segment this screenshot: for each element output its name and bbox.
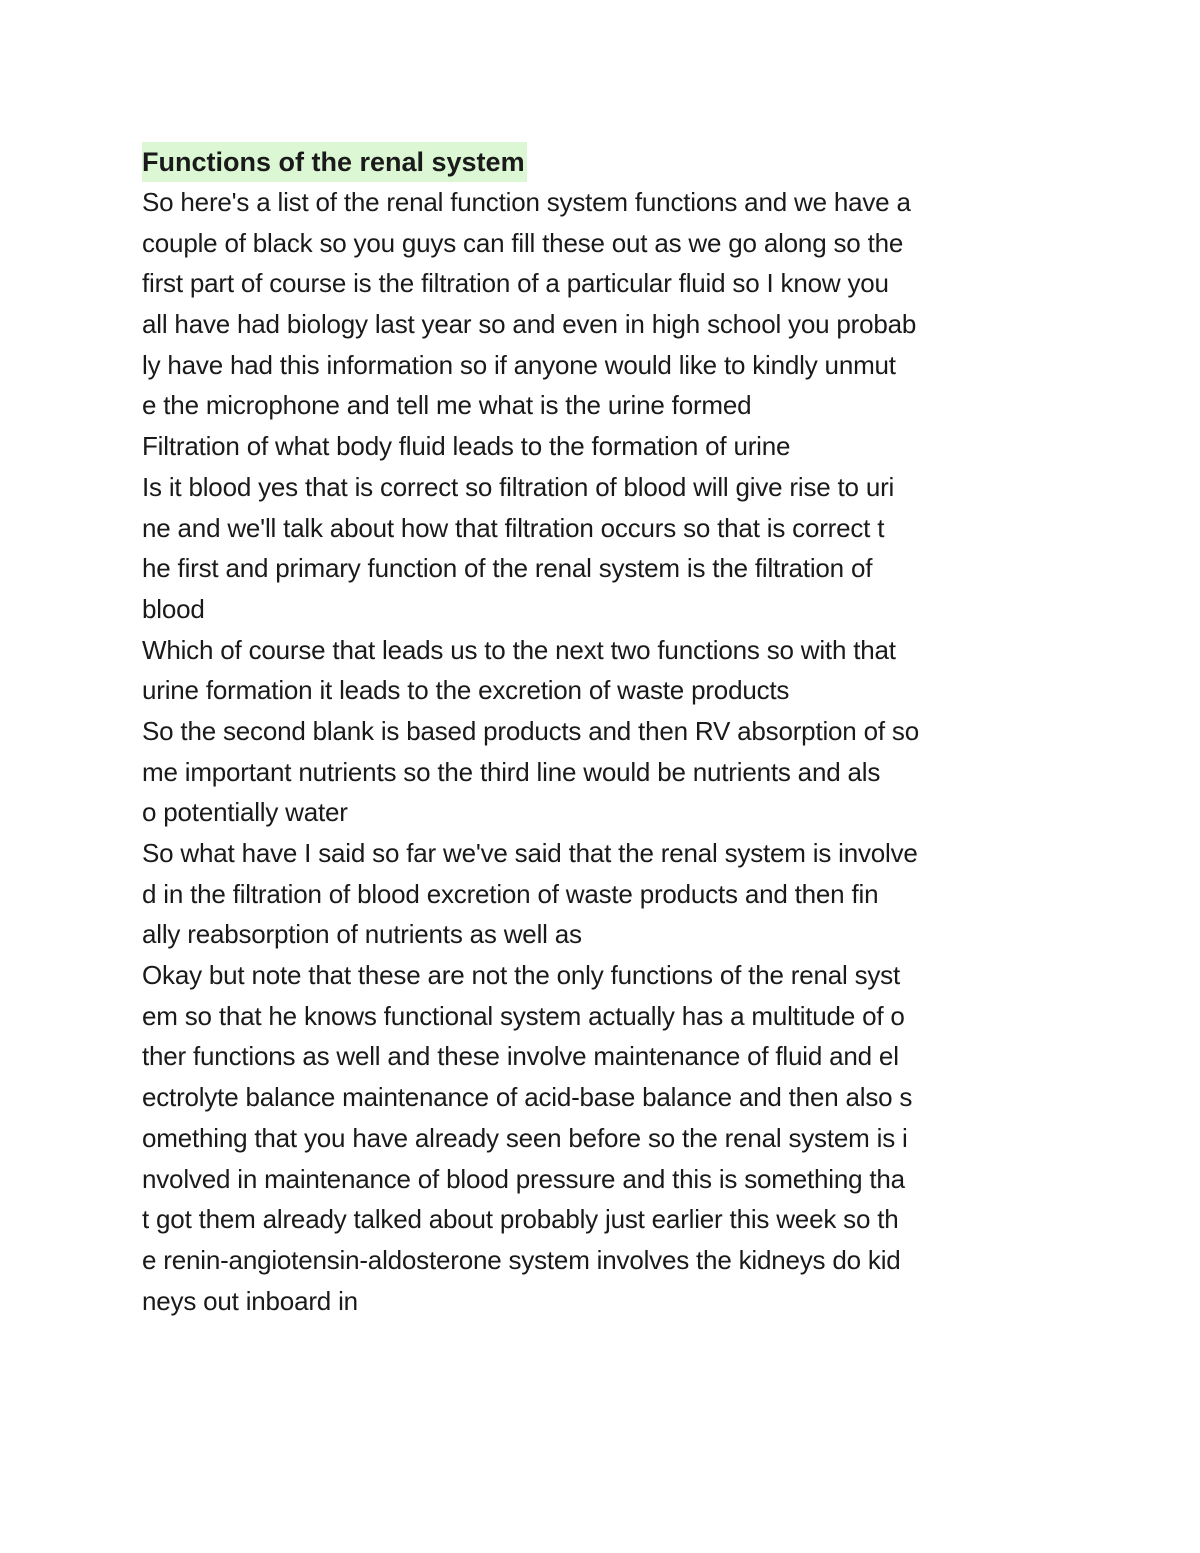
text-line: he first and primary function of the renal system is the filtration of	[142, 553, 873, 584]
text-line: omething that you have already seen before so the renal system is i	[142, 1122, 908, 1153]
text-line: Filtration of what body fluid leads to the formation of urine	[142, 431, 791, 462]
document-body	[142, 142, 1072, 1321]
text-line: me important nutrients so the third line would be nutrients and als	[142, 756, 881, 787]
document-title: Functions of the renal system	[142, 142, 527, 182]
text-line: blood	[142, 593, 205, 624]
paragraph-block	[142, 182, 1072, 1321]
text-line: neys out inboard in	[142, 1285, 358, 1316]
text-line: Is it blood yes that is correct so filtration of blood will give rise to uri	[142, 471, 895, 502]
text-line: o potentially water	[142, 797, 348, 828]
text-line: e renin-angiotensin-aldosterone system involves the kidneys do kid	[142, 1244, 901, 1275]
text-line: all have had biology last year so and even in high school you probab	[142, 309, 917, 340]
text-line: d in the filtration of blood excretion of waste products and then fin	[142, 878, 879, 909]
text-line: So the second blank is based products and then RV absorption of so	[142, 715, 919, 746]
text-line: nvolved in maintenance of blood pressure and this is something tha	[142, 1163, 905, 1194]
text-line: urine formation it leads to the excretion of waste products	[142, 675, 790, 706]
text-line: Which of course that leads us to the next two functions so with that	[142, 634, 896, 665]
text-line: Okay but note that these are not the only functions of the renal syst	[142, 960, 900, 991]
text-line: ally reabsorption of nutrients as well as	[142, 919, 582, 950]
text-line: ectrolyte balance maintenance of acid-base balance and then also s	[142, 1082, 913, 1113]
title-row	[142, 142, 1072, 182]
text-line: t got them already talked about probably just earlier this week so th	[142, 1204, 899, 1235]
text-line: couple of black so you guys can fill these out as we go along so the	[142, 227, 904, 258]
text-line: So what have I said so far we've said that the renal system is involve	[142, 838, 918, 868]
text-line: first part of course is the filtration of a particular fluid so I know you	[142, 268, 889, 299]
text-line: ly have had this information so if anyone would like to kindly unmut	[142, 349, 896, 380]
text-line: em so that he knows functional system actually has a multitude of o	[142, 1000, 905, 1031]
text-line: ther functions as well and these involve maintenance of fluid and el	[142, 1041, 899, 1072]
text-line: So here's a list of the renal function system functions and we have a	[142, 187, 911, 217]
text-line: e the microphone and tell me what is the urine formed	[142, 390, 752, 421]
text-line: ne and we'll talk about how that filtration occurs so that is correct t	[142, 512, 885, 543]
